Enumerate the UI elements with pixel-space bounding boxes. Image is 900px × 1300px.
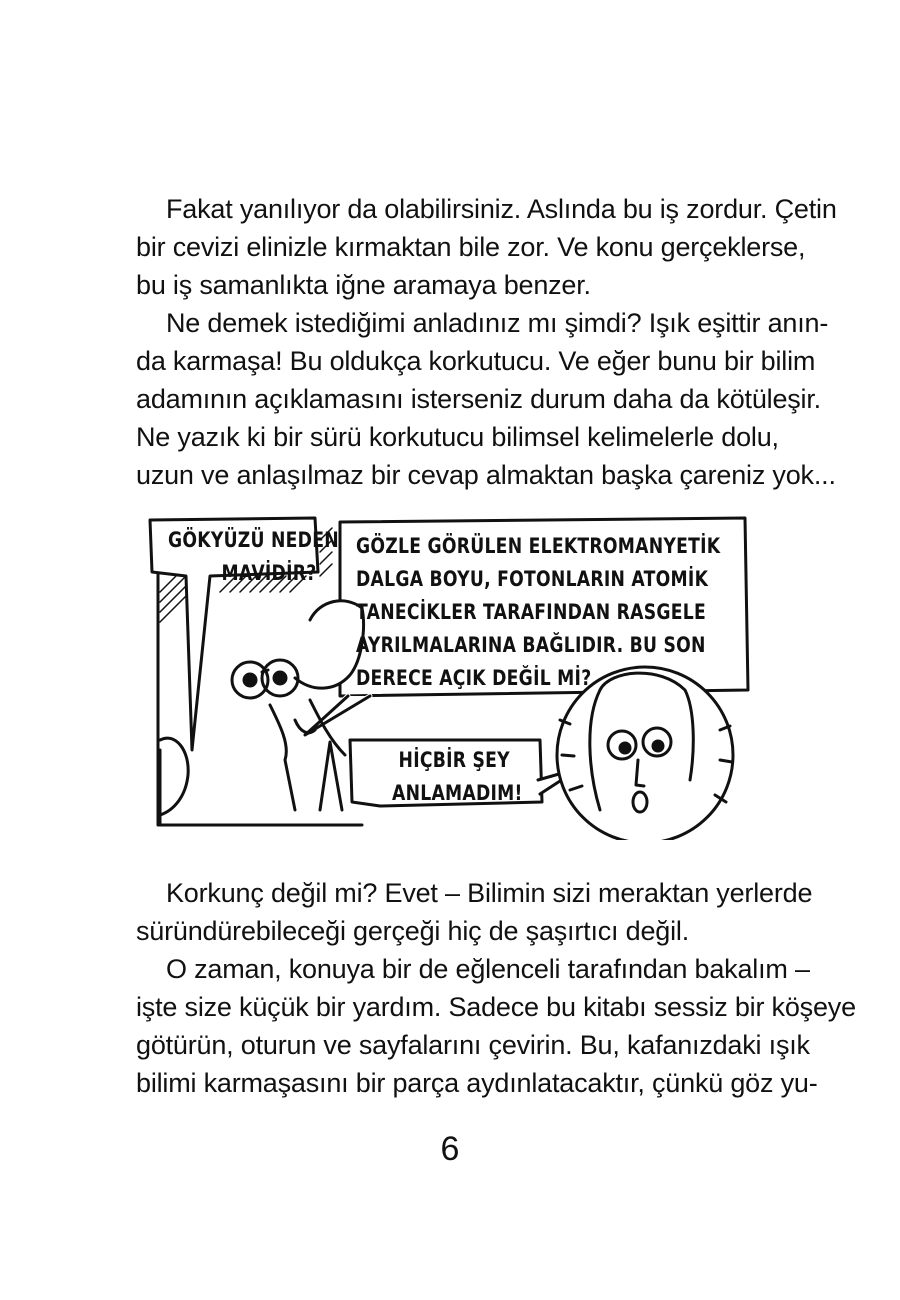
bubble-line: GÖKYÜZÜ NEDEN [168,528,339,552]
text-line: bilimi karmaşasını bir parça aydınlatacaktır, çünkü göz yu- [136,1068,818,1098]
bubble-line: AYRILMALARINA BAĞLIDIR. BU SON [356,633,706,657]
text-line: O zaman, konuya bir de eğlenceli tarafından bakalım – [166,954,810,984]
paragraph-4 [136,950,856,1102]
text-line: işte size küçük bir yardım. Sadece bu kitabı sessiz bir köşeye [136,992,856,1022]
text-line: süründürebileceği gerçeği hiç de şaşırtıcı değil. [136,916,690,946]
girl-speech-bubble [392,744,523,810]
text-line: Korkunç değil mi? Evet – Bilimin sizi meraktan yerlerde [166,878,813,908]
text-line: götürün, oturun ve sayfalarını çevirin. Bu, kafanızdaki ışık [136,1030,810,1060]
scientist-speech-bubble [356,530,720,695]
bubble-line: HİÇBİR ŞEY [398,748,510,772]
paragraph-1 [136,190,837,304]
bubble-line: DERECE AÇIK DEĞİL Mİ? [356,666,592,690]
bubble-line: DALGA BOYU, FOTONLARIN ATOMİK [356,567,709,591]
bubble-line: GÖZLE GÖRÜLEN ELEKTROMANYETİK [356,534,721,558]
comic-illustration [130,510,770,840]
text-line: da karmaşa! Bu oldukça korkutucu. Ve eğer bunu bir bilim [136,346,816,376]
paragraph-2 [136,304,836,494]
page-number: 6 [440,1130,460,1168]
text-line: bu iş samanlıkta iğne aramaya benzer. [136,270,591,300]
text-line: Fakat yanılıyor da olabilirsiniz. Aslında bu iş zordur. Çetin [166,194,837,224]
text-line: uzun ve anlaşılmaz bir cevap almaktan başka çareniz yok... [136,460,836,490]
text-line: Ne demek istediğimi anladınız mı şimdi? Işık eşittir anın- [166,308,829,338]
paragraph-3 [136,874,813,950]
child-speech-bubble [168,524,339,590]
text-line: Ne yazık ki bir sürü korkutucu bilimsel kelimelerle dolu, [136,422,779,452]
bubble-line: MAVİDİR? [221,561,317,585]
text-line: bir cevizi elinizle kırmaktan bile zor. Ve konu gerçeklerse, [136,232,806,262]
text-line: adamının açıklamasını isterseniz durum daha da kötüleşir. [136,384,821,414]
bubble-line: ANLAMADIM! [392,781,523,805]
bubble-line: TANECİKLER TARAFINDAN RASGELE [356,600,706,624]
